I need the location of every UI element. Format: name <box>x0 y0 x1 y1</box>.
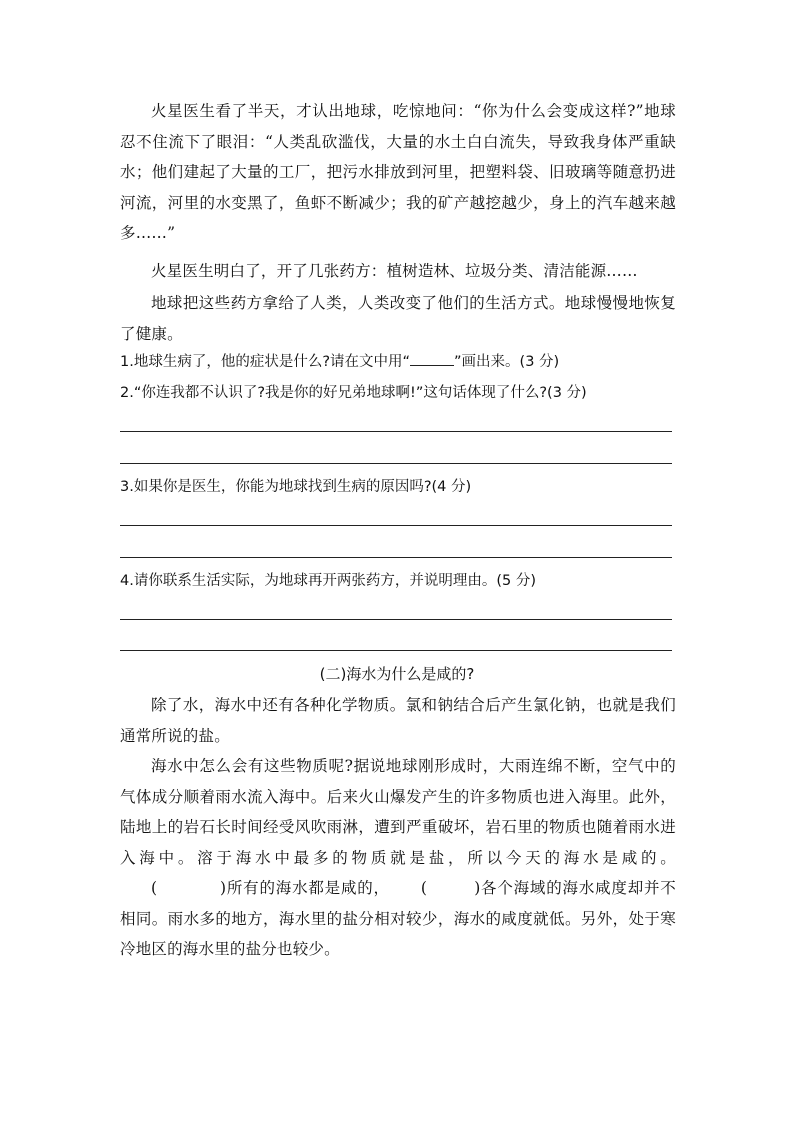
answer-line-q2-1[interactable] <box>120 431 672 432</box>
passage1-paragraph-1: 火星医生看了半天，才认出地球，吃惊地问：“你为什么会变成这样?”地球忍不住流下了眼泪：“人类乱砍滥伐，大量的水土白白流失，导致我身体严重缺水；他们建起了大量的工厂，把污水排放到河里，把塑料袋、旧玻璃等随意扔进河流，河里的水变黑了，鱼虾不断减少；我的矿产越挖越少，身上的汽车越来越多……” <box>120 102 676 242</box>
passage1-paragraph-3: 地球把这些药方拿给了人类，人类改变了他们的生活方式。地球慢慢地恢复了健康。 <box>120 294 676 343</box>
question-1-underline-mark <box>410 353 454 366</box>
question-1-text-before: 1.地球生病了，他的症状是什么?请在文中用“ <box>120 354 411 370</box>
question-4: 4.请你联系生活实际，为地球再开两张药方，并说明理由。(5 分) <box>120 573 536 589</box>
answer-line-q4-1[interactable] <box>120 619 672 620</box>
passage2-title: (二)海水为什么是咸的? <box>319 665 475 683</box>
passage1-paragraph-2: 火星医生明白了，开了几张药方：植树造林、垃圾分类、清洁能源…… <box>151 262 638 280</box>
passage2-paragraph-2-part-c: 各个海域的海水咸度却并不相同。雨水多的地方，海水里的盐分相对较少，海水的咸度就低。另外，处于寒冷地区的海水里的盐分也较少。 <box>120 879 676 958</box>
passage2-paragraph-2 <box>120 751 676 965</box>
passage2-paragraph-2-part-a: 海水中怎么会有这些物质呢?据说地球刚形成时，大雨连绵不断，空气中的气体成分顺着雨水流入海中。后来火山爆发产生的许多物质也进入海里。此外，陆地上的岩石长时间经受风吹雨淋，遭到严重破坏，岩石里的物质也随着雨水进入海中。溶于海水中最多的物质就是盐，所以今天的海水是咸的。 <box>120 757 676 867</box>
passage2-paragraph-2-part-b: 所有的海水都是咸的， <box>226 879 390 897</box>
fill-blank-1[interactable]: ( ) <box>151 879 227 897</box>
answer-line-q3-2[interactable] <box>120 557 672 558</box>
answer-line-q3-1[interactable] <box>120 525 672 526</box>
question-2: 2.“你连我都不认识了?我是你的好兄弟地球啊!”这句话体现了什么?(3 分) <box>120 385 587 401</box>
fill-blank-2[interactable]: ( ) <box>420 879 481 897</box>
question-1 <box>120 351 680 373</box>
question-3: 3.如果你是医生，你能为地球找到生病的原因吗?(4 分) <box>120 479 472 495</box>
answer-line-q4-2[interactable] <box>120 650 672 651</box>
passage2-paragraph-1: 除了水，海水中还有各种化学物质。氯和钠结合后产生氯化钠，也就是我们通常所说的盐。 <box>120 696 676 745</box>
answer-line-q2-2[interactable] <box>120 463 672 464</box>
question-1-text-after: ”画出来。(3 分) <box>454 354 560 370</box>
